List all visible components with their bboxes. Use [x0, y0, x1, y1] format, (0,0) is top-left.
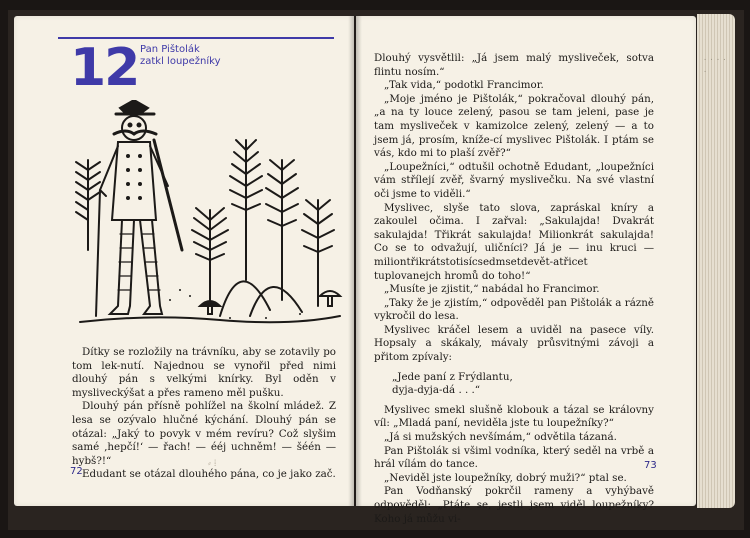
right-page-text	[374, 52, 654, 526]
paragraph: „Já si mužských nevšímám,“ odvětila tázaná.	[384, 431, 617, 444]
paragraph: „Neviděl jste loupežníky, dobrý muži?“ ptal se.	[384, 471, 627, 484]
paragraph: „Moje jméno je Pištolák,“ pokračoval dlouhý pán, „a na ty louce zelený, pasou se tam jeleni, pase je tam mysliveček v kamizolce zelený, zelený — a to jsem já, prosím, kníže-cí myslivec Pištolák. I ptám se vás, kdo mi to plaší zvěř?“	[374, 92, 654, 160]
paragraph: „Musíte je zjistit,“ nabádal ho Francimor.	[384, 283, 600, 296]
paragraph: Pan Vodňanský pokrčil rameny a vyhýbavě odpověděl: „Ptáte se, jestli jsem viděl loupežníky? Koho já můžu vi-	[374, 485, 654, 525]
left-page-text	[72, 346, 336, 482]
pencil-mark: ⸗ ⁞	[208, 459, 217, 469]
paragraph: „Loupežníci,“ odtušil ochotně Edudant, „loupežníci vám střílejí zvěř, švarný myslivečku. Na své vlastní oči jsme to viděli.“	[374, 160, 654, 200]
page-edges	[697, 14, 735, 508]
paragraph: „Tak vida,“ podotkl Francimor.	[384, 79, 544, 92]
chapter-title	[140, 44, 260, 68]
paragraph: Myslivec smekl slušně klobouk a tázal se královny víl: „Mladá paní, neviděla jste tu loupežníky?“	[374, 403, 654, 430]
paragraph: Dlouhý vysvětlil: „Já jsem malý mysliveček, sotva flintu nosím.“	[374, 52, 654, 78]
paragraph: „Taky že je zjistím,“ odpověděl pan Pištolák a rázně vykročil do lesa.	[374, 296, 654, 323]
paragraph: Dlouhý pán přísně pohlížel na školní mládež. Z lesa se ozývalo hlučné kýchání. Dlouhý pán se otázal: „Jaký to povyk v mém revíru? Což slyšim samé ‚hepčí!‘ — řach! — ééj uchněm! — šéén — hybš?!“	[72, 400, 336, 467]
page-number-left: 72	[70, 466, 83, 477]
paragraph: Myslivec kráčel lesem a uviděl na pasece víly. Hopsaly a skákaly, mávaly průsvitnými závoji a přitom zpívaly:	[374, 323, 654, 364]
chapter-title-line2: zatkl loupežníky	[140, 56, 221, 67]
chapter-number: 12	[70, 38, 139, 98]
paragraph: Edudant se otázal dlouhého pána, co je jako zač.	[82, 468, 336, 481]
paragraph: Myslivec, slyše tato slova, zapráskal kníry a zakoulel očima. I zařval: „Sakulajda! Dvakrát sakulajda! Třikrát sakulajda! Milionkrát sakulajda! Co se to odvažují, uličníci? Já je — inu kruci — miliontřikrátstotisícsedmsetdevět-atřicet tuplovanejch hromů do toho!“	[374, 201, 654, 282]
paragraph: Dítky se rozložily na trávníku, aby se zotavily po tom lek-nutí. Najednou se vynořil před nimi dlouhý pán s velkými knírky. Byl oděn v mysliveckýšat a přes rameno měl pušku.	[72, 346, 336, 399]
verse-line: „Jede paní z Frýdlantu,	[392, 370, 513, 383]
hunter-illustration	[70, 100, 344, 328]
paragraph: Pan Pištolák si všiml vodníka, který seděl na vrbě a hrál vílám do tance.	[374, 444, 654, 471]
page-number-right: 73	[644, 460, 657, 471]
chapter-title-line1: Pan Pištolák	[140, 44, 200, 55]
verse-line: dyja-dyja-dá . . .“	[392, 384, 481, 397]
edge-text: · · · · ·	[703, 56, 726, 76]
book-gutter	[348, 16, 362, 506]
